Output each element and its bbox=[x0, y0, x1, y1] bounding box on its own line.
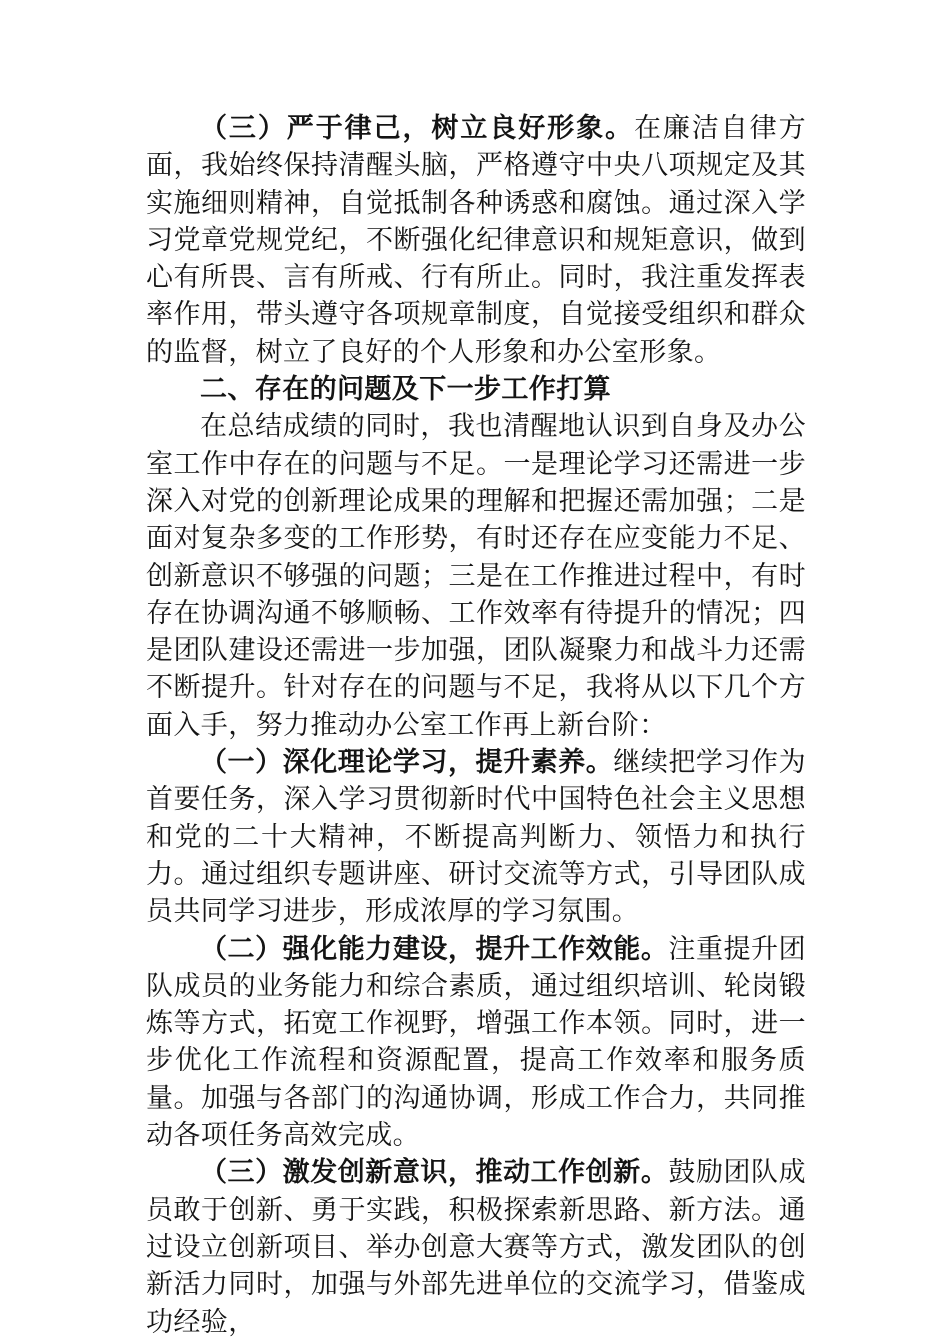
paragraph-text: 继续把学习作为首要任务，深入学习贯彻新时代中国特色社会主义思想和党的二十大精神，不断提高判断力、领悟力和执行力。通过组织专题讲座、研讨交流等方式，引导团队成员共同学习进步，形成浓厚的学习氛围。 bbox=[146, 747, 806, 928]
paragraph-lead: （二）强化能力建设，提升工作效能。 bbox=[200, 933, 669, 965]
paragraph-text: 注重提升团队成员的业务能力和综合素质，通过组织培训、轮岗锻炼等方式，拓宽工作视野，增强工作本领。同时，进一步优化工作流程和资源配置，提高工作效率和服务质量。加强与各部门的沟通协调，形成工作合力，共同推动各项任务高效完成。 bbox=[146, 933, 806, 1152]
section-heading-problems-and-plans: 二、存在的问题及下一步工作打算 bbox=[200, 374, 611, 406]
paragraph-text: 在总结成绩的同时，我也清醒地认识到自身及办公室工作中存在的问题与不足。一是理论学习还需进一步深入对党的创新理论成果的理解和把握还需加强；二是面对复杂多变的工作形势，有时还存在应变能力不足、创新意识不够强的问题；三是在工作推进过程中，有时存在协调沟通不够顺畅、工作效率有待提升的情况；四是团队建设还需进一步加强，团队凝聚力和战斗力还需不断提升。针对存在的问题与不足，我将从以下几个方面入手，努力推动办公室工作再上新台阶： bbox=[146, 411, 806, 741]
paragraph-lead: （三）激发创新意识，推动工作创新。 bbox=[200, 1157, 669, 1189]
paragraph-problems bbox=[146, 408, 806, 744]
paragraph-self-discipline bbox=[146, 110, 806, 371]
paragraph-capability-building bbox=[146, 931, 806, 1155]
paragraph-lead: （一）深化理论学习，提升素养。 bbox=[200, 747, 614, 779]
paragraph-theory-study bbox=[146, 744, 806, 930]
paragraph-lead: （三）严于律己，树立良好形象。 bbox=[200, 113, 634, 144]
paragraph-text: 在廉洁自律方面，我始终保持清醒头脑，严格遵守中央八项规定及其实施细则精神，自觉抵制各种诱惑和腐蚀。通过深入学习党章党规党纪，不断强化纪律意识和规矩意识，做到心有所畏、言有所戒、行有所止。同时，我注重发挥表率作用，带头遵守各项规章制度，自觉接受组织和群众的监督，树立了良好的个人形象和办公室形象。 bbox=[146, 113, 807, 368]
paragraph-text: 鼓励团队成员敢于创新、勇于实践，积极探索新思路、新方法。通过设立创新项目、举办创意大赛等方式，激发团队的创新活力同时，加强与外部先进单位的交流学习，借鉴成功经验， bbox=[146, 1157, 806, 1338]
paragraph-innovation bbox=[146, 1154, 806, 1340]
document-body bbox=[146, 110, 806, 1341]
